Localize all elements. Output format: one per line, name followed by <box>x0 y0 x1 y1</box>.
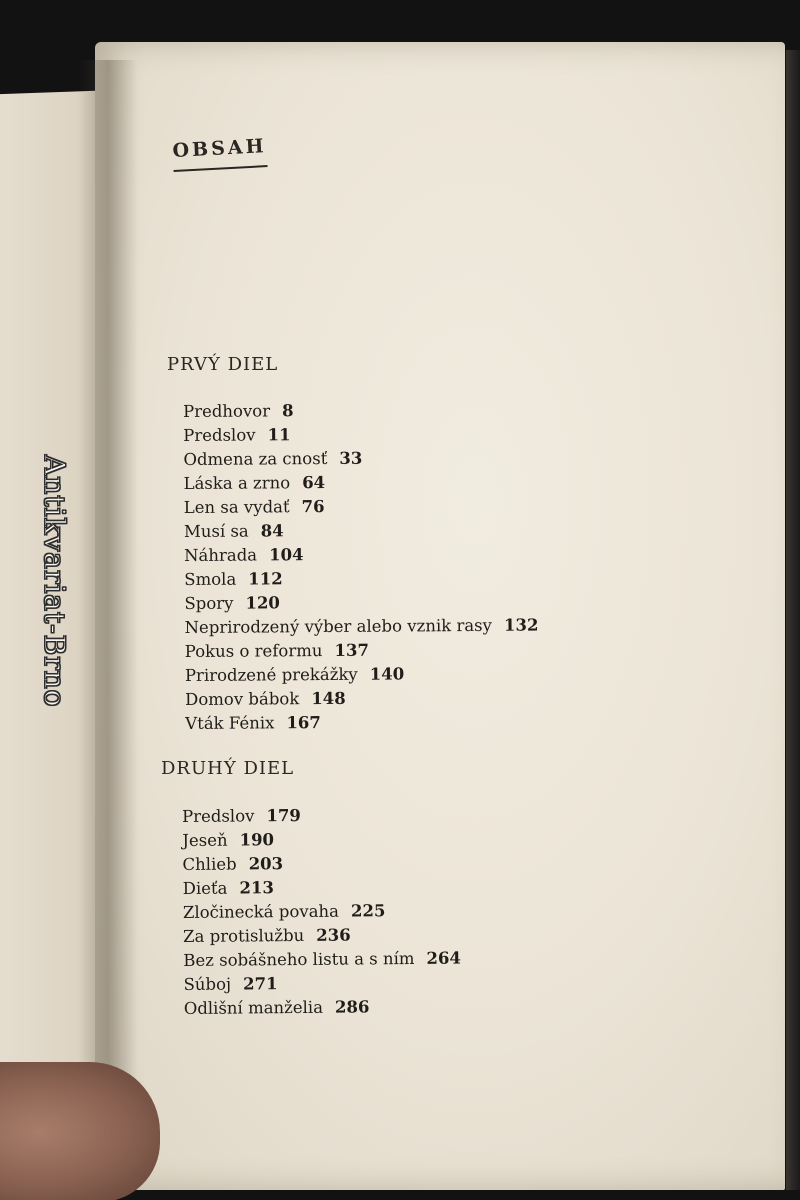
section-heading-part-1: PRVÝ DIEL <box>167 354 279 375</box>
toc-entry-page: 148 <box>311 688 346 709</box>
toc-entry <box>184 591 538 617</box>
toc-entry-title: Chlieb <box>182 854 237 874</box>
toc-entry-page: 132 <box>503 615 539 635</box>
watermark-text: Antikvariat-Brno <box>38 455 71 708</box>
toc-entry-page: 190 <box>239 830 275 850</box>
toc-entry-page: 137 <box>334 640 370 660</box>
toc-entry-title: Súboj <box>183 974 232 994</box>
toc-entry-page: 225 <box>350 901 386 921</box>
toc-entry-page: 120 <box>245 593 280 613</box>
toc-entry <box>185 663 539 689</box>
toc-entry-page: 104 <box>269 545 304 565</box>
toc-entry <box>185 639 539 665</box>
toc-entry-title: Zločinecká povaha <box>182 901 340 922</box>
toc-entry-title: Dieťa <box>182 878 228 898</box>
toc-entry-title: Náhrada <box>184 545 258 565</box>
toc-entry-title: Domov bábok <box>185 689 300 709</box>
toc-entry <box>183 900 461 926</box>
toc-entry <box>184 996 462 1022</box>
toc-entry-page: 264 <box>426 948 462 968</box>
toc-entry <box>183 948 461 974</box>
toc-entry-title: Odmena za cnosť <box>183 448 328 469</box>
toc-entry-title: Neprirodzený výber alebo vznik rasy <box>184 615 493 637</box>
toc-entry-title: Predslov <box>182 806 255 826</box>
toc-entry <box>184 495 538 521</box>
toc-entry <box>183 876 461 902</box>
toc-entry-title: Predslov <box>183 425 256 445</box>
toc-entry-title: Len sa vydať <box>183 497 290 517</box>
toc-entry-title: Za protislužbu <box>183 925 305 946</box>
section-heading-part-2: DRUHÝ DIEL <box>161 758 295 779</box>
page-title: OBSAH <box>172 135 268 172</box>
toc-entry-page: 203 <box>248 854 284 874</box>
toc-entry <box>184 519 538 545</box>
toc-entry-title: Láska a zrno <box>183 473 291 493</box>
toc-entry-title: Musí sa <box>183 521 249 541</box>
toc-list-part-2 <box>182 804 461 1022</box>
toc-entry <box>183 423 537 449</box>
toc-entry-title: Jeseň <box>182 830 228 850</box>
toc-entry <box>184 543 538 569</box>
toc-entry <box>182 852 460 878</box>
toc-entry-page: 76 <box>301 497 325 517</box>
toc-entry <box>182 828 460 854</box>
toc-entry-title: Spory <box>184 593 234 613</box>
toc-entry-page: 33 <box>339 448 363 468</box>
toc-entry-title: Bez sobášneho listu a s ním <box>183 948 415 970</box>
toc-entry-page: 140 <box>369 664 405 684</box>
toc-entry-page: 271 <box>243 974 278 994</box>
toc-entry-title: Prirodzené prekážky <box>184 664 358 685</box>
toc-entry-title: Vták Fénix <box>185 713 275 733</box>
toc-entry-page: 286 <box>334 997 370 1017</box>
toc-entry-title: Predhovor <box>183 401 271 421</box>
toc-entry-page: 112 <box>248 569 283 589</box>
toc-entry <box>183 924 461 950</box>
toc-entry <box>183 399 537 425</box>
toc-entry-title: Pokus o reformu <box>184 641 323 661</box>
toc-entry <box>184 471 538 497</box>
toc-entry <box>185 615 539 641</box>
toc-entry-page: 64 <box>302 473 326 493</box>
toc-entry-page: 236 <box>316 925 351 945</box>
toc-entry-title: Odlišní manželia <box>183 997 324 1018</box>
toc-entry <box>182 804 460 830</box>
toc-entry-page: 179 <box>266 805 301 826</box>
toc-entry <box>185 711 539 737</box>
toc-entry-page: 167 <box>286 713 321 733</box>
toc-entry-title: Smola <box>184 569 237 589</box>
toc-entry <box>183 447 537 473</box>
toc-entry <box>183 972 461 998</box>
toc-entry-page: 11 <box>267 425 291 445</box>
toc-entry-page: 213 <box>239 878 275 898</box>
toc-entry-page: 84 <box>260 521 284 541</box>
toc-entry <box>184 567 538 593</box>
toc-list-part-1 <box>183 399 539 737</box>
toc-entry-page: 8 <box>282 401 294 421</box>
toc-entry <box>185 687 539 713</box>
